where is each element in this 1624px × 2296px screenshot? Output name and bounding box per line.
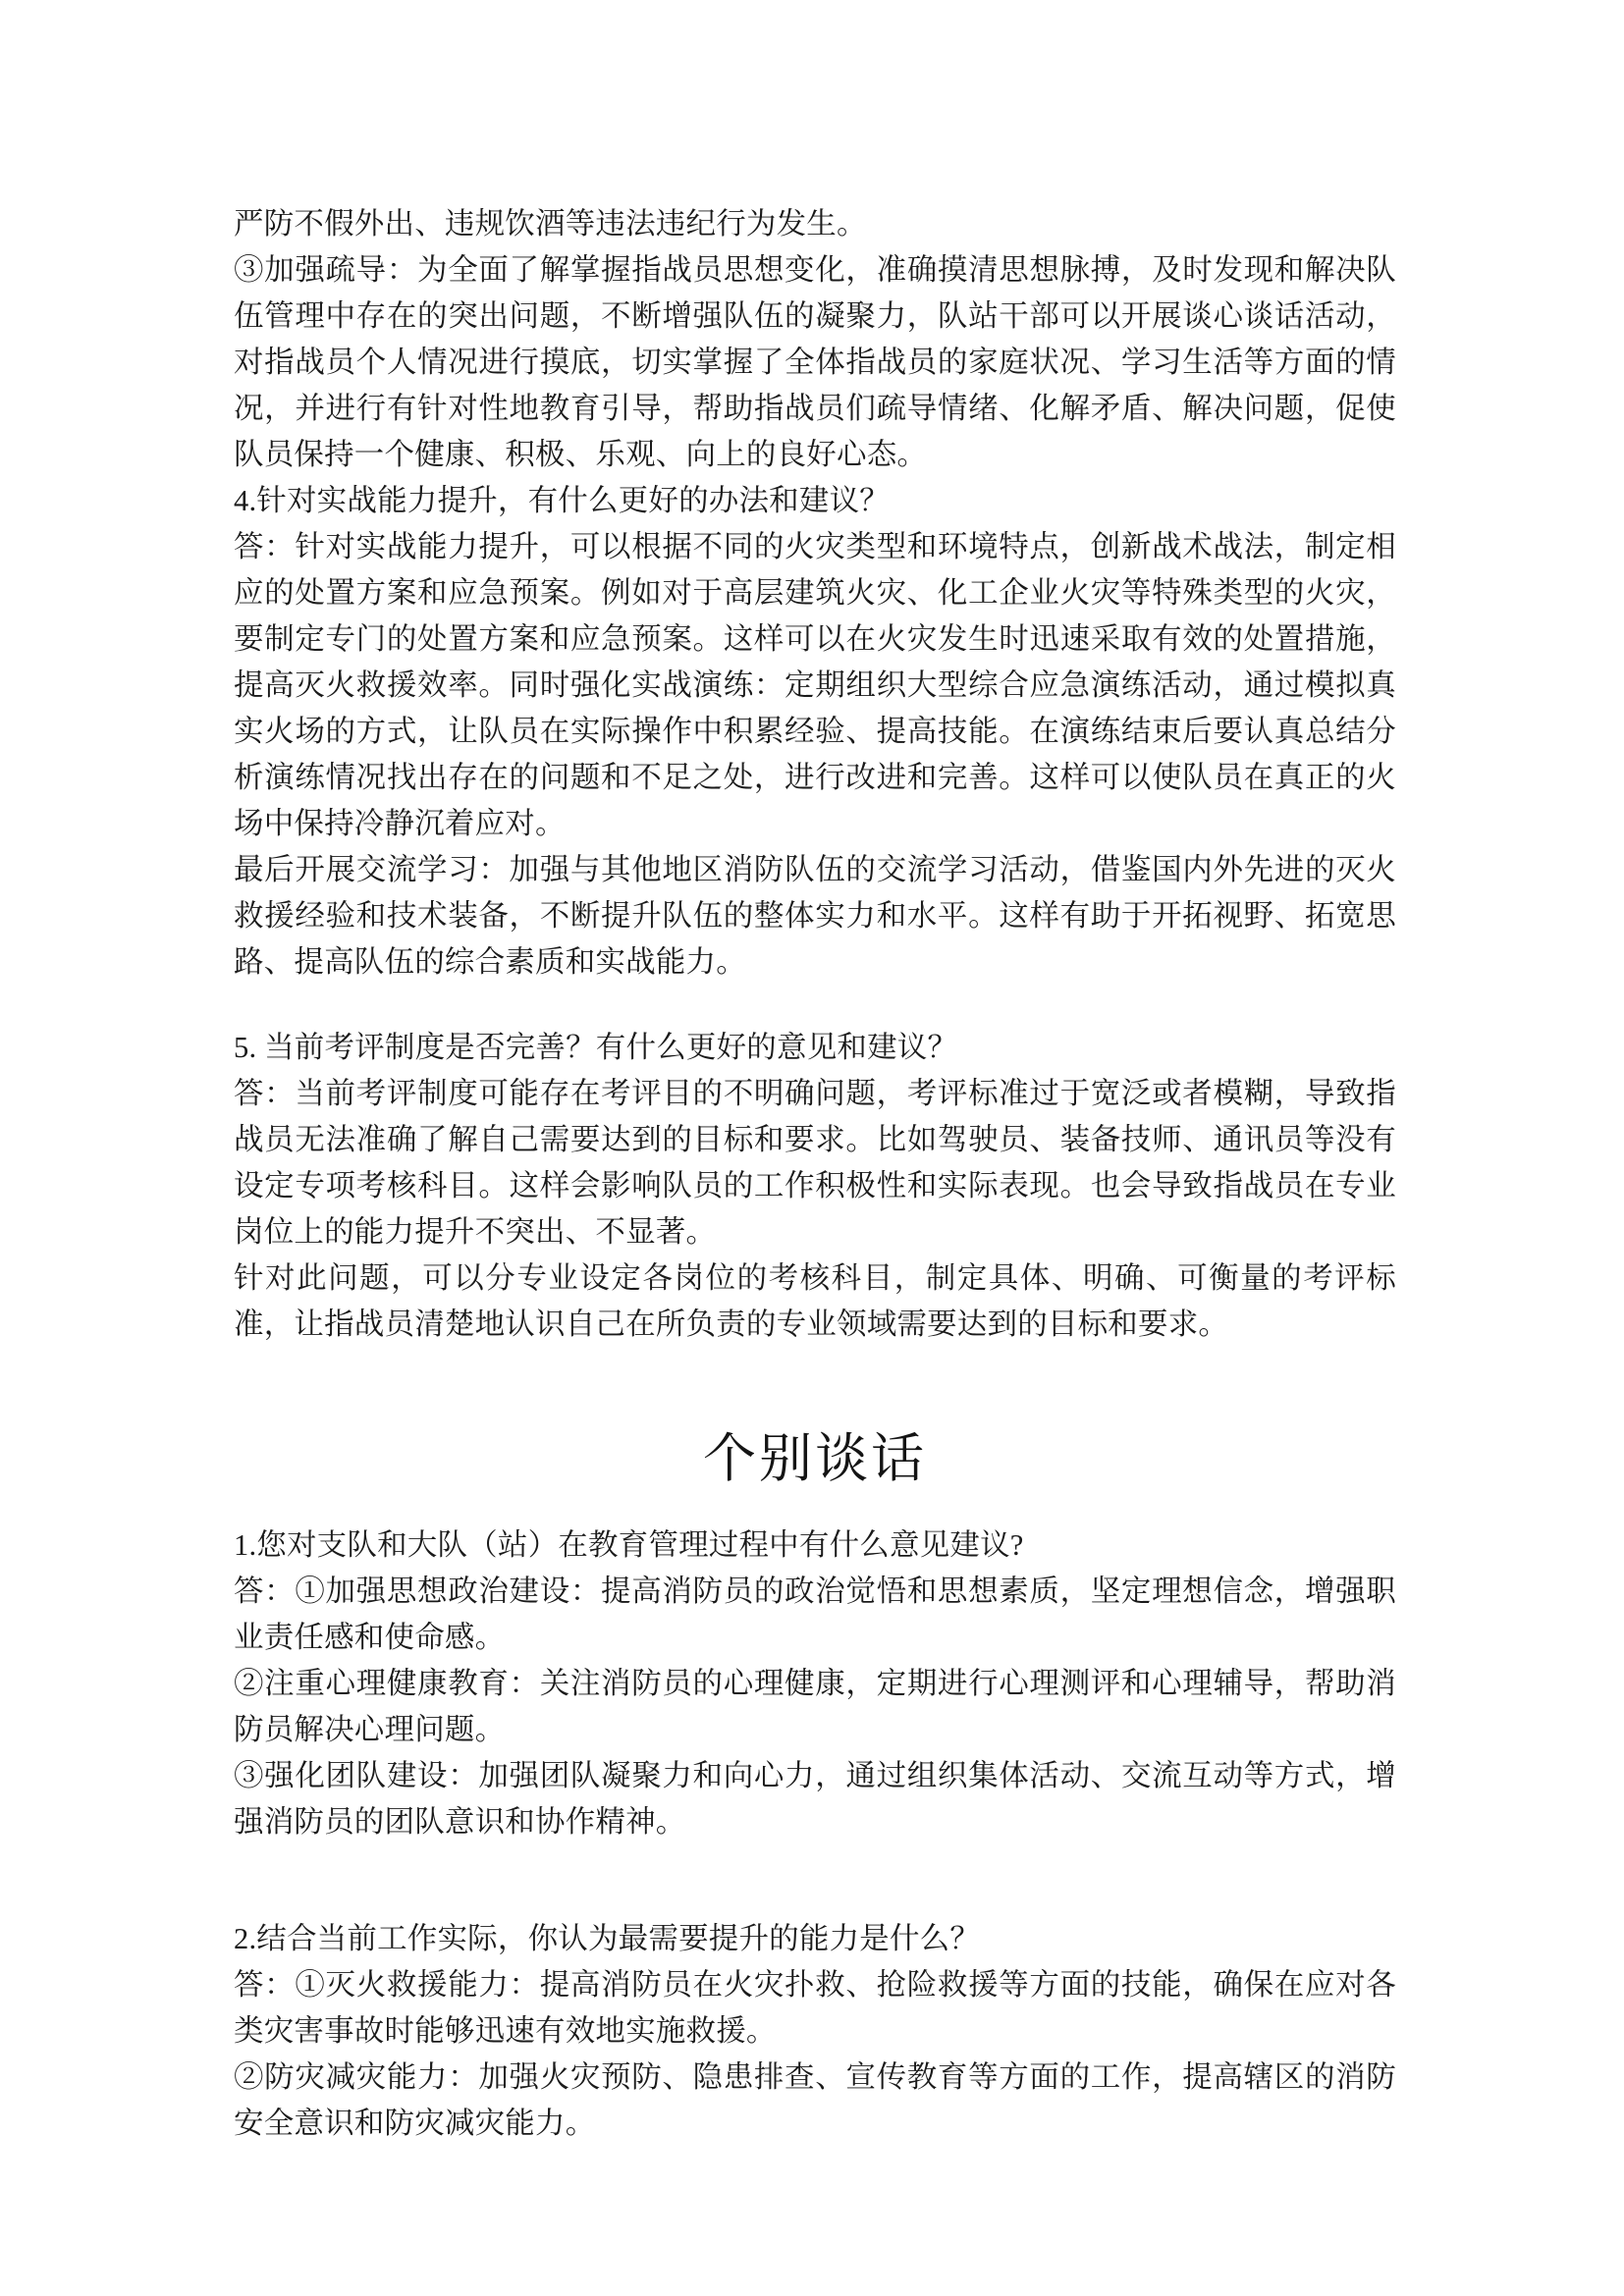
section-gap-q5	[234, 986, 1396, 1025]
question-5-heading: 5. 当前考评制度是否完善？有什么更好的意见和建议？	[234, 1031, 958, 1064]
question-4-answer-part-1: 答：针对实战能力提升，可以根据不同的火灾类型和环境特点，创新战术战法，制定相应的处置方案和应急预案。例如对于高层建筑火灾、化工企业火灾等特殊类型的火灾，要制定专门的处置方案和应急预案。这样可以在火灾发生时迅速采取有效的处置措施，提高灭火救援效率。同时强化实战演练：定期组织大型综合应急演练活动，通过模拟真实火场的方式，让队员在实际操作中积累经验、提高技能。在演练结束后要认真总结分析演练情况找出存在的问题和不足之处，进行改进和完善。这样可以使队员在真正的火场中保持冷静沉着应对。	[234, 530, 1396, 840]
question-4-answer-part-2: 最后开展交流学习：加强与其他地区消防队伍的交流学习活动，借鉴国内外先进的灭火救援经验和技术装备，不断提升队伍的整体实力和水平。这样有助于开拓视野、拓宽思路、提高队伍的综合素质和实战能力。	[234, 853, 1396, 979]
question-4-heading: 4.针对实战能力提升，有什么更好的办法和建议？	[234, 484, 890, 517]
talk-question-1-item-3: ③强化团队建设：加强团队凝聚力和向心力，通过组织集体活动、交流互动等方式，增强消防员的团队意识和协作精神。	[234, 1759, 1396, 1839]
talk-question-2-item-1: 答：①灭火救援能力：提高消防员在火灾扑救、抢险救援等方面的技能，确保在应对各类灾害事故时能够迅速有效地实施救援。	[234, 1968, 1396, 2048]
talk-question-2-item-2: ②防灾减灾能力：加强火灾预防、隐患排查、宣传教育等方面的工作，提高辖区的消防安全意识和防灾减灾能力。	[234, 2060, 1396, 2140]
talk-question-1-item-1: 答：①加强思想政治建设：提高消防员的政治觉悟和思想素质，坚定理想信念，增强职业责任感和使命感。	[234, 1575, 1396, 1654]
question-5-answer-part-2: 针对此问题，可以分专业设定各岗位的考核科目，制定具体、明确、可衡量的考评标准，让指战员清楚地认识自己在所负责的专业领域需要达到的目标和要求。	[234, 1261, 1396, 1341]
paragraph-item-3-guidance: ③加强疏导：为全面了解掌握指战员思想变化，准确摸清思想脉搏，及时发现和解决队伍管理中存在的突出问题，不断增强队伍的凝聚力，队站干部可以开展谈心谈话活动，对指战员个人情况进行摸底，切实掌握了全体指战员的家庭状况、学习生活等方面的情况，并进行有针对性地教育引导，帮助指战员们疏导情绪、化解矛盾、解决问题，促使队员保持一个健康、积极、乐观、向上的良好心态。	[234, 253, 1396, 471]
page-title: 个别谈话	[703, 1429, 927, 1488]
talk-question-1-item-2: ②注重心理健康教育：关注消防员的心理健康，定期进行心理测评和心理辅导，帮助消防员解决心理问题。	[234, 1667, 1396, 1746]
talk-question-2-heading: 2.结合当前工作实际，你认为最需要提升的能力是什么？	[234, 1922, 981, 1955]
document-body	[234, 201, 1396, 2147]
paragraph-continuation: 严防不假外出、违规饮酒等违法违纪行为发生。	[234, 207, 867, 240]
question-5-answer-part-1: 答：当前考评制度可能存在考评目的不明确问题，考评标准过于宽泛或者模糊，导致指战员无法准确了解自己需要达到的目标和要求。比如驾驶员、装备技师、通讯员等没有设定专项考核科目。这样会影响队员的工作积极性和实际表现。也会导致指战员在专业岗位上的能力提升不突出、不显著。	[234, 1077, 1396, 1249]
section-gap-talk-q2	[234, 1845, 1396, 1916]
heading-block	[234, 1420, 1396, 1497]
talk-question-1-heading: 1.您对支队和大队（站）在教育管理过程中有什么意见建议?	[234, 1528, 1024, 1562]
